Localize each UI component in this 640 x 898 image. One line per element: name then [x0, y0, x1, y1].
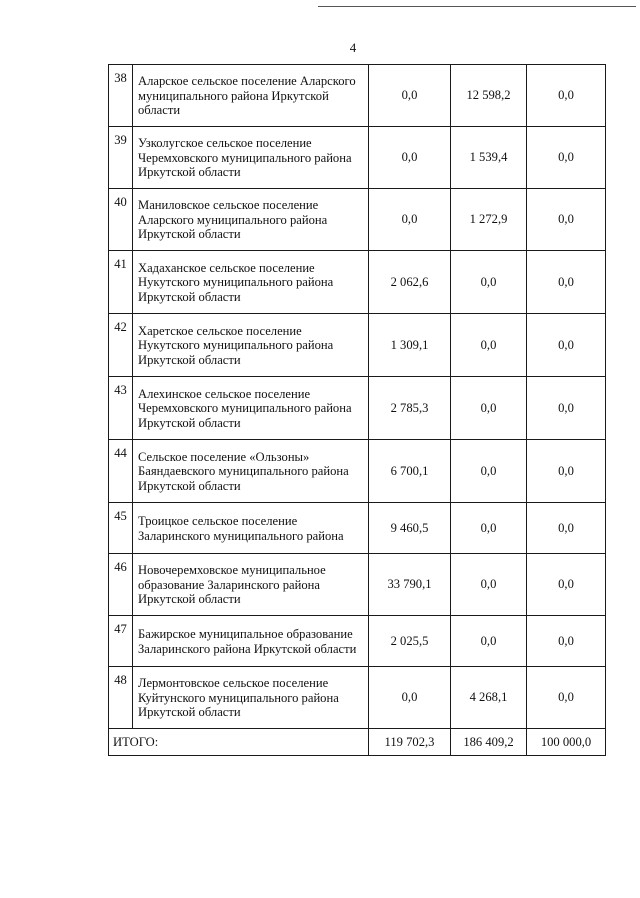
table-row: [109, 377, 606, 440]
row-number: 43: [109, 377, 133, 440]
total-row: [109, 729, 606, 756]
value-1: 1 309,1: [369, 314, 451, 377]
row-number: 42: [109, 314, 133, 377]
value-1: 2 025,5: [369, 616, 451, 667]
value-2: 0,0: [451, 251, 527, 314]
value-1: 0,0: [369, 65, 451, 127]
value-1: 2 785,3: [369, 377, 451, 440]
row-number: 39: [109, 127, 133, 189]
value-3: 0,0: [527, 616, 606, 667]
value-2: 0,0: [451, 440, 527, 503]
value-3: 0,0: [527, 314, 606, 377]
value-2: 0,0: [451, 616, 527, 667]
value-2: 0,0: [451, 314, 527, 377]
table-row: [109, 65, 606, 127]
row-number: 47: [109, 616, 133, 667]
value-1: 0,0: [369, 667, 451, 729]
table-row: [109, 189, 606, 251]
value-1: 9 460,5: [369, 503, 451, 554]
value-3: 0,0: [527, 667, 606, 729]
value-3: 0,0: [527, 251, 606, 314]
table-row: [109, 314, 606, 377]
table-row: [109, 440, 606, 503]
value-1: 33 790,1: [369, 554, 451, 616]
table-row: [109, 554, 606, 616]
municipality-name: Хадаханское сельское поселение Нукутского муниципального района Иркутской области: [133, 251, 369, 314]
page-number: 4: [349, 40, 357, 55]
value-3: 0,0: [527, 503, 606, 554]
municipality-name: Алехинское сельское поселение Черемховского муниципального района Иркутской области: [133, 377, 369, 440]
municipality-name: Новочеремховское муниципальное образование Заларинского района Иркутской области: [133, 554, 369, 616]
value-2: 1 539,4: [451, 127, 527, 189]
value-1: 2 062,6: [369, 251, 451, 314]
total-label: ИТОГО:: [109, 729, 369, 756]
row-number: 48: [109, 667, 133, 729]
total-value-3: 100 000,0: [527, 729, 606, 756]
value-2: 12 598,2: [451, 65, 527, 127]
table-row: [109, 503, 606, 554]
value-1: 0,0: [369, 127, 451, 189]
municipality-name: Харетское сельское поселение Нукутского муниципального района Иркутской области: [133, 314, 369, 377]
value-3: 0,0: [527, 377, 606, 440]
municipality-name: Аларское сельское поселение Аларского муниципального района Иркутской области: [133, 65, 369, 127]
row-number: 44: [109, 440, 133, 503]
row-number: 45: [109, 503, 133, 554]
table-row: [109, 251, 606, 314]
table-row: [109, 616, 606, 667]
value-2: 0,0: [451, 377, 527, 440]
municipality-name: Бажирское муниципальное образование Заларинского района Иркутской области: [133, 616, 369, 667]
municipality-name: Маниловское сельское поселение Аларского муниципального района Иркутской области: [133, 189, 369, 251]
row-number: 46: [109, 554, 133, 616]
value-3: 0,0: [527, 65, 606, 127]
value-3: 0,0: [527, 554, 606, 616]
table-row: [109, 127, 606, 189]
top-rule: [318, 6, 636, 7]
value-1: 0,0: [369, 189, 451, 251]
municipality-name: Троицкое сельское поселение Заларинского муниципального района: [133, 503, 369, 554]
value-1: 6 700,1: [369, 440, 451, 503]
value-3: 0,0: [527, 440, 606, 503]
value-2: 0,0: [451, 554, 527, 616]
value-2: 4 268,1: [451, 667, 527, 729]
table-body: [109, 65, 606, 756]
table-row: [109, 667, 606, 729]
value-3: 0,0: [527, 189, 606, 251]
total-value-1: 119 702,3: [369, 729, 451, 756]
total-value-2: 186 409,2: [451, 729, 527, 756]
value-2: 1 272,9: [451, 189, 527, 251]
municipality-name: Лермонтовское сельское поселение Куйтунского муниципального района Иркутской области: [133, 667, 369, 729]
row-number: 41: [109, 251, 133, 314]
value-3: 0,0: [527, 127, 606, 189]
row-number: 38: [109, 65, 133, 127]
municipality-name: Сельское поселение «Ользоны» Баяндаевского муниципального района Иркутской области: [133, 440, 369, 503]
municipality-name: Узколугское сельское поселение Черемховского муниципального района Иркутской области: [133, 127, 369, 189]
row-number: 40: [109, 189, 133, 251]
allocation-table: [108, 64, 606, 756]
value-2: 0,0: [451, 503, 527, 554]
